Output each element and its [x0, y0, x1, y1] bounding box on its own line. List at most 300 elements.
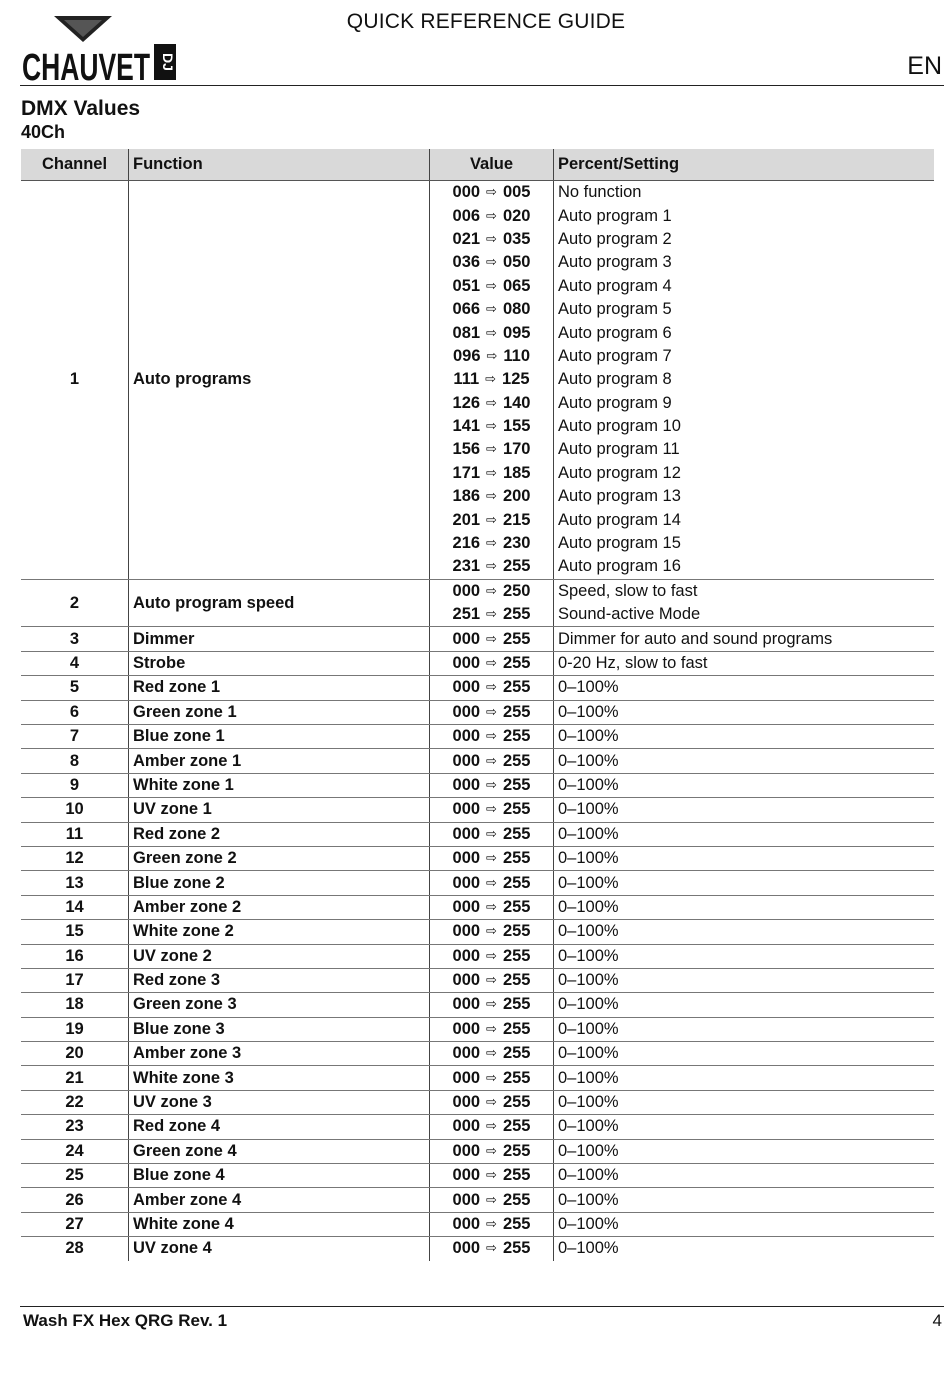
channel-function: Strobe [129, 651, 430, 675]
header-divider [20, 85, 944, 86]
table-body [21, 181, 934, 1261]
table-row [21, 895, 934, 919]
channel-number: 2 [21, 579, 129, 627]
value-range [430, 773, 554, 797]
value-from: 021 [452, 229, 481, 248]
value-range [430, 603, 554, 627]
value-setting: 0-20 Hz, slow to fast [554, 651, 935, 675]
value-setting: 0–100% [554, 846, 935, 870]
value-to: 255 [502, 678, 531, 697]
value-to: 065 [502, 276, 531, 295]
value-from: 081 [452, 323, 481, 342]
value-setting: 0–100% [554, 871, 935, 895]
value-setting: Auto program 2 [554, 228, 935, 251]
value-to: 050 [502, 253, 531, 272]
value-to: 255 [502, 800, 531, 819]
value-setting: 0–100% [554, 700, 935, 724]
value-setting: Auto program 11 [554, 438, 935, 461]
value-range [430, 1115, 554, 1139]
value-range [430, 228, 554, 251]
value-range [430, 651, 554, 675]
value-setting: 0–100% [554, 1164, 935, 1188]
value-to: 255 [502, 971, 531, 990]
value-range [430, 920, 554, 944]
channel-number: 21 [21, 1066, 129, 1090]
channel-function: UV zone 1 [129, 798, 430, 822]
value-range [430, 1090, 554, 1114]
value-range [430, 1139, 554, 1163]
value-range [430, 798, 554, 822]
value-range [430, 968, 554, 992]
value-from: 000 [452, 1239, 481, 1258]
table-row [21, 1017, 934, 1041]
value-setting: Auto program 8 [554, 368, 935, 391]
value-setting: Auto program 4 [554, 275, 935, 298]
table-row [21, 822, 934, 846]
value-from: 251 [452, 605, 481, 624]
value-range [430, 1017, 554, 1041]
value-range [430, 298, 554, 321]
channel-number: 20 [21, 1042, 129, 1066]
channel-function: White zone 3 [129, 1066, 430, 1090]
channel-number: 6 [21, 700, 129, 724]
channel-function: Amber zone 2 [129, 895, 430, 919]
channel-function: UV zone 2 [129, 944, 430, 968]
table-row [21, 1090, 934, 1114]
value-setting: Speed, slow to fast [554, 579, 935, 603]
channel-function: Red zone 4 [129, 1115, 430, 1139]
value-from: 036 [452, 253, 481, 272]
double-arrow-icon: ⇨ [486, 488, 497, 504]
value-setting: 0–100% [554, 724, 935, 748]
value-to: 255 [502, 995, 531, 1014]
value-to: 255 [502, 1239, 531, 1258]
svg-text:DJ: DJ [160, 53, 176, 71]
double-arrow-icon: ⇨ [486, 1215, 497, 1231]
value-from: 000 [452, 946, 481, 965]
value-to: 215 [502, 510, 531, 529]
value-range [430, 944, 554, 968]
value-to: 255 [502, 897, 531, 916]
value-setting: Sound-active Mode [554, 603, 935, 627]
value-to: 255 [502, 1093, 531, 1112]
channel-number: 8 [21, 749, 129, 773]
channel-function: Auto programs [129, 181, 430, 580]
channel-function: White zone 2 [129, 920, 430, 944]
double-arrow-icon: ⇨ [486, 1142, 497, 1158]
value-to: 255 [502, 1019, 531, 1038]
value-from: 000 [452, 1093, 481, 1112]
value-to: 170 [502, 440, 531, 459]
value-from: 000 [452, 1214, 481, 1233]
double-arrow-icon: ⇨ [485, 371, 497, 387]
channel-function: Auto program speed [129, 579, 430, 627]
value-to: 140 [502, 393, 531, 412]
value-to: 005 [502, 183, 531, 202]
value-range [430, 1042, 554, 1066]
value-range [430, 555, 554, 579]
value-setting: 0–100% [554, 968, 935, 992]
value-from: 000 [452, 1044, 481, 1063]
value-to: 255 [502, 849, 531, 868]
value-setting: No function [554, 181, 935, 205]
channel-number: 28 [65, 1239, 84, 1258]
value-from: 201 [452, 510, 481, 529]
channel-number: 27 [21, 1212, 129, 1236]
double-arrow-icon: ⇨ [486, 630, 497, 646]
value-setting: 0–100% [554, 1237, 935, 1261]
column-header-function: Function [129, 149, 430, 181]
value-setting: 0–100% [554, 676, 935, 700]
channel-function: UV zone 3 [129, 1090, 430, 1114]
double-arrow-icon: ⇨ [486, 207, 497, 223]
value-from: 000 [452, 1190, 481, 1209]
value-to: 110 [503, 346, 531, 365]
double-arrow-icon: ⇨ [486, 1069, 497, 1085]
value-from: 000 [452, 702, 481, 721]
value-from: 000 [452, 1166, 481, 1185]
double-arrow-icon: ⇨ [486, 972, 497, 988]
double-arrow-icon: ⇨ [486, 558, 497, 574]
channel-number: 23 [21, 1115, 129, 1139]
table-row [21, 1115, 934, 1139]
double-arrow-icon: ⇨ [486, 394, 497, 410]
value-setting: 0–100% [554, 1188, 935, 1212]
value-to: 020 [502, 206, 531, 225]
double-arrow-icon: ⇨ [486, 776, 497, 792]
double-arrow-icon: ⇨ [486, 898, 497, 914]
value-from: 000 [452, 183, 481, 202]
value-setting: Auto program 3 [554, 251, 935, 274]
value-to: 250 [502, 581, 531, 600]
value-setting: 0–100% [554, 1139, 935, 1163]
double-arrow-icon: ⇨ [486, 850, 497, 866]
value-from: 111 [453, 370, 480, 389]
double-arrow-icon: ⇨ [486, 728, 497, 744]
double-arrow-icon: ⇨ [486, 947, 497, 963]
value-from: 000 [452, 775, 481, 794]
value-setting: 0–100% [554, 798, 935, 822]
value-setting: 0–100% [554, 749, 935, 773]
value-to: 255 [502, 922, 531, 941]
value-setting: Auto program 13 [554, 485, 935, 508]
channel-function: White zone 1 [129, 773, 430, 797]
table-row [21, 724, 934, 748]
value-from: 000 [452, 897, 481, 916]
double-arrow-icon: ⇨ [486, 1118, 497, 1134]
value-from: 000 [452, 678, 481, 697]
value-range [430, 1237, 554, 1261]
value-from: 000 [452, 922, 481, 941]
channel-function: Green zone 1 [129, 700, 430, 724]
value-from: 000 [452, 727, 481, 746]
channel-number: 24 [21, 1139, 129, 1163]
value-setting: Auto program 9 [554, 392, 935, 415]
value-to: 255 [502, 629, 531, 648]
value-range [430, 1188, 554, 1212]
value-to: 255 [502, 654, 531, 672]
value-to: 200 [502, 487, 531, 506]
value-setting: 0–100% [554, 1042, 935, 1066]
value-from: 141 [452, 417, 481, 436]
channel-function: Red zone 2 [129, 822, 430, 846]
channel-number: 19 [21, 1017, 129, 1041]
channel-number: 22 [21, 1090, 129, 1114]
value-to: 255 [502, 824, 531, 843]
table-row [21, 920, 934, 944]
value-from: 096 [452, 346, 481, 365]
value-range [430, 871, 554, 895]
double-arrow-icon: ⇨ [486, 801, 497, 817]
value-setting: Dimmer for auto and sound programs [554, 627, 935, 651]
table-row [21, 1139, 934, 1163]
value-from: 186 [452, 487, 481, 506]
value-range [430, 415, 554, 438]
value-range [430, 1164, 554, 1188]
channel-number: 12 [21, 846, 129, 870]
channel-number: 16 [21, 944, 129, 968]
value-setting: 0–100% [554, 1090, 935, 1114]
table-row [21, 1164, 934, 1188]
channel-number: 1 [21, 181, 129, 580]
double-arrow-icon: ⇨ [486, 874, 497, 890]
value-range [430, 846, 554, 870]
double-arrow-icon: ⇨ [486, 703, 497, 719]
value-from: 000 [452, 629, 481, 648]
value-to: 255 [502, 751, 531, 770]
double-arrow-icon: ⇨ [486, 254, 497, 270]
table-row [21, 579, 934, 603]
channel-function: Dimmer [129, 627, 430, 651]
value-range [430, 532, 554, 555]
value-from: 000 [452, 751, 481, 770]
double-arrow-icon: ⇨ [486, 582, 497, 598]
value-setting: 0–100% [554, 895, 935, 919]
value-setting: Auto program 7 [554, 345, 935, 368]
value-to: 255 [502, 557, 531, 576]
value-from: 066 [452, 300, 481, 319]
page-number: 4 [932, 1311, 942, 1330]
table-row [21, 846, 934, 870]
value-from: 000 [452, 995, 481, 1014]
channel-number: 25 [21, 1164, 129, 1188]
value-range [430, 724, 554, 748]
table-row [21, 676, 934, 700]
value-to: 255 [502, 1214, 531, 1233]
table-row [21, 773, 934, 797]
dmx-values-table [21, 149, 934, 1261]
value-setting: 0–100% [554, 773, 935, 797]
value-setting: 0–100% [554, 822, 935, 846]
table-row [21, 871, 934, 895]
value-from: 126 [452, 393, 481, 412]
value-to: 125 [502, 370, 530, 389]
value-setting: Auto program 14 [554, 508, 935, 531]
section-title: DMX Values [21, 97, 141, 120]
value-to: 255 [502, 873, 531, 892]
double-arrow-icon: ⇨ [486, 347, 498, 363]
channel-number: 3 [21, 627, 129, 651]
value-setting: 0–100% [554, 1212, 935, 1236]
value-range [430, 895, 554, 919]
table-row [21, 749, 934, 773]
svg-text:CHAUVET: CHAUVET [22, 47, 150, 84]
channel-function: Amber zone 4 [129, 1188, 430, 1212]
value-from: 000 [452, 1117, 481, 1136]
table-row [21, 944, 934, 968]
footer-document-name: Wash FX Hex QRG Rev. 1 [23, 1311, 228, 1330]
value-setting: 0–100% [554, 1066, 935, 1090]
value-to: 255 [502, 946, 531, 965]
value-setting: Auto program 15 [554, 532, 935, 555]
table-row [21, 1237, 934, 1261]
value-to: 255 [502, 702, 531, 721]
value-range [430, 345, 554, 368]
value-to: 230 [502, 534, 531, 553]
double-arrow-icon: ⇨ [486, 606, 497, 622]
double-arrow-icon: ⇨ [486, 825, 497, 841]
value-setting: Auto program 10 [554, 415, 935, 438]
channel-number: 4 [21, 651, 129, 675]
value-range [430, 485, 554, 508]
channel-number: 18 [21, 993, 129, 1017]
table-row [21, 181, 934, 205]
value-to: 255 [502, 1117, 531, 1136]
document-title: QUICK REFERENCE GUIDE [346, 10, 626, 33]
value-range [430, 321, 554, 344]
value-from: 000 [452, 1141, 481, 1160]
channel-number: 10 [21, 798, 129, 822]
double-arrow-icon: ⇨ [486, 1020, 497, 1036]
value-range [430, 251, 554, 274]
value-from: 051 [452, 276, 481, 295]
channel-function: Red zone 3 [129, 968, 430, 992]
value-setting: Auto program 16 [554, 555, 935, 579]
channel-function: Blue zone 3 [129, 1017, 430, 1041]
double-arrow-icon: ⇨ [486, 324, 497, 340]
table-header-row [21, 149, 934, 181]
double-arrow-icon: ⇨ [486, 418, 497, 434]
value-range [430, 749, 554, 773]
channel-function: Amber zone 3 [129, 1042, 430, 1066]
value-to: 255 [502, 727, 531, 746]
value-from: 000 [452, 654, 481, 672]
channel-function: UV zone 4 [129, 1237, 430, 1261]
value-setting: 0–100% [554, 1115, 935, 1139]
value-setting: 0–100% [554, 1017, 935, 1041]
value-range [430, 579, 554, 603]
value-to: 255 [502, 1190, 531, 1209]
value-from: 000 [452, 581, 481, 600]
value-from: 000 [452, 800, 481, 819]
value-range [430, 204, 554, 227]
channel-function: Red zone 1 [129, 676, 430, 700]
table-row [21, 1212, 934, 1236]
double-arrow-icon: ⇨ [486, 301, 497, 317]
column-header-setting: Percent/Setting [554, 149, 935, 181]
value-range [430, 1066, 554, 1090]
value-range [430, 993, 554, 1017]
table-row [21, 627, 934, 651]
value-from: 156 [452, 440, 481, 459]
value-from: 006 [452, 206, 481, 225]
channel-number: 7 [21, 724, 129, 748]
value-range [430, 275, 554, 298]
double-arrow-icon: ⇨ [486, 655, 497, 670]
channel-function: Blue zone 2 [129, 871, 430, 895]
double-arrow-icon: ⇨ [486, 1094, 497, 1110]
value-to: 255 [502, 1044, 531, 1063]
value-range [430, 1212, 554, 1236]
value-from: 000 [452, 873, 481, 892]
value-setting: Auto program 5 [554, 298, 935, 321]
footer-divider [20, 1306, 944, 1307]
table-row [21, 798, 934, 822]
value-from: 000 [452, 824, 481, 843]
table-row [21, 968, 934, 992]
table-row [21, 993, 934, 1017]
double-arrow-icon: ⇨ [486, 277, 497, 293]
double-arrow-icon: ⇨ [486, 184, 497, 200]
channel-number: 5 [21, 676, 129, 700]
value-to: 095 [502, 323, 531, 342]
value-range [430, 822, 554, 846]
value-from: 231 [452, 557, 481, 576]
value-to: 035 [502, 229, 531, 248]
double-arrow-icon: ⇨ [486, 752, 497, 768]
channel-number: 13 [21, 871, 129, 895]
double-arrow-icon: ⇨ [486, 230, 497, 246]
channel-number: 9 [21, 773, 129, 797]
value-from: 000 [452, 1019, 481, 1038]
double-arrow-icon: ⇨ [486, 1240, 497, 1256]
value-to: 255 [502, 775, 531, 794]
double-arrow-icon: ⇨ [486, 464, 497, 480]
double-arrow-icon: ⇨ [486, 1167, 497, 1183]
value-setting: 0–100% [554, 993, 935, 1017]
double-arrow-icon: ⇨ [486, 441, 497, 457]
value-setting: Auto program 1 [554, 204, 935, 227]
value-range [430, 508, 554, 531]
double-arrow-icon: ⇨ [486, 1191, 497, 1207]
channel-function: Blue zone 4 [129, 1164, 430, 1188]
value-from: 000 [452, 849, 481, 868]
channel-number: 14 [21, 895, 129, 919]
value-to: 255 [502, 1068, 531, 1087]
value-range [430, 368, 554, 391]
value-range [430, 462, 554, 485]
value-range [430, 392, 554, 415]
table-row [21, 1042, 934, 1066]
language-code: EN [907, 52, 942, 80]
channel-function: Green zone 3 [129, 993, 430, 1017]
table-row [21, 1188, 934, 1212]
value-from: 000 [452, 971, 481, 990]
value-range [430, 181, 554, 205]
value-from: 171 [452, 463, 481, 482]
value-to: 155 [502, 417, 531, 436]
channel-number: 26 [21, 1188, 129, 1212]
value-setting: Auto program 12 [554, 462, 935, 485]
value-setting: 0–100% [554, 944, 935, 968]
value-range [430, 438, 554, 461]
value-setting: 0–100% [554, 920, 935, 944]
channel-function: Amber zone 1 [129, 749, 430, 773]
value-to: 255 [502, 605, 531, 624]
double-arrow-icon: ⇨ [486, 535, 497, 551]
table-row [21, 651, 934, 675]
value-to: 080 [502, 300, 531, 319]
